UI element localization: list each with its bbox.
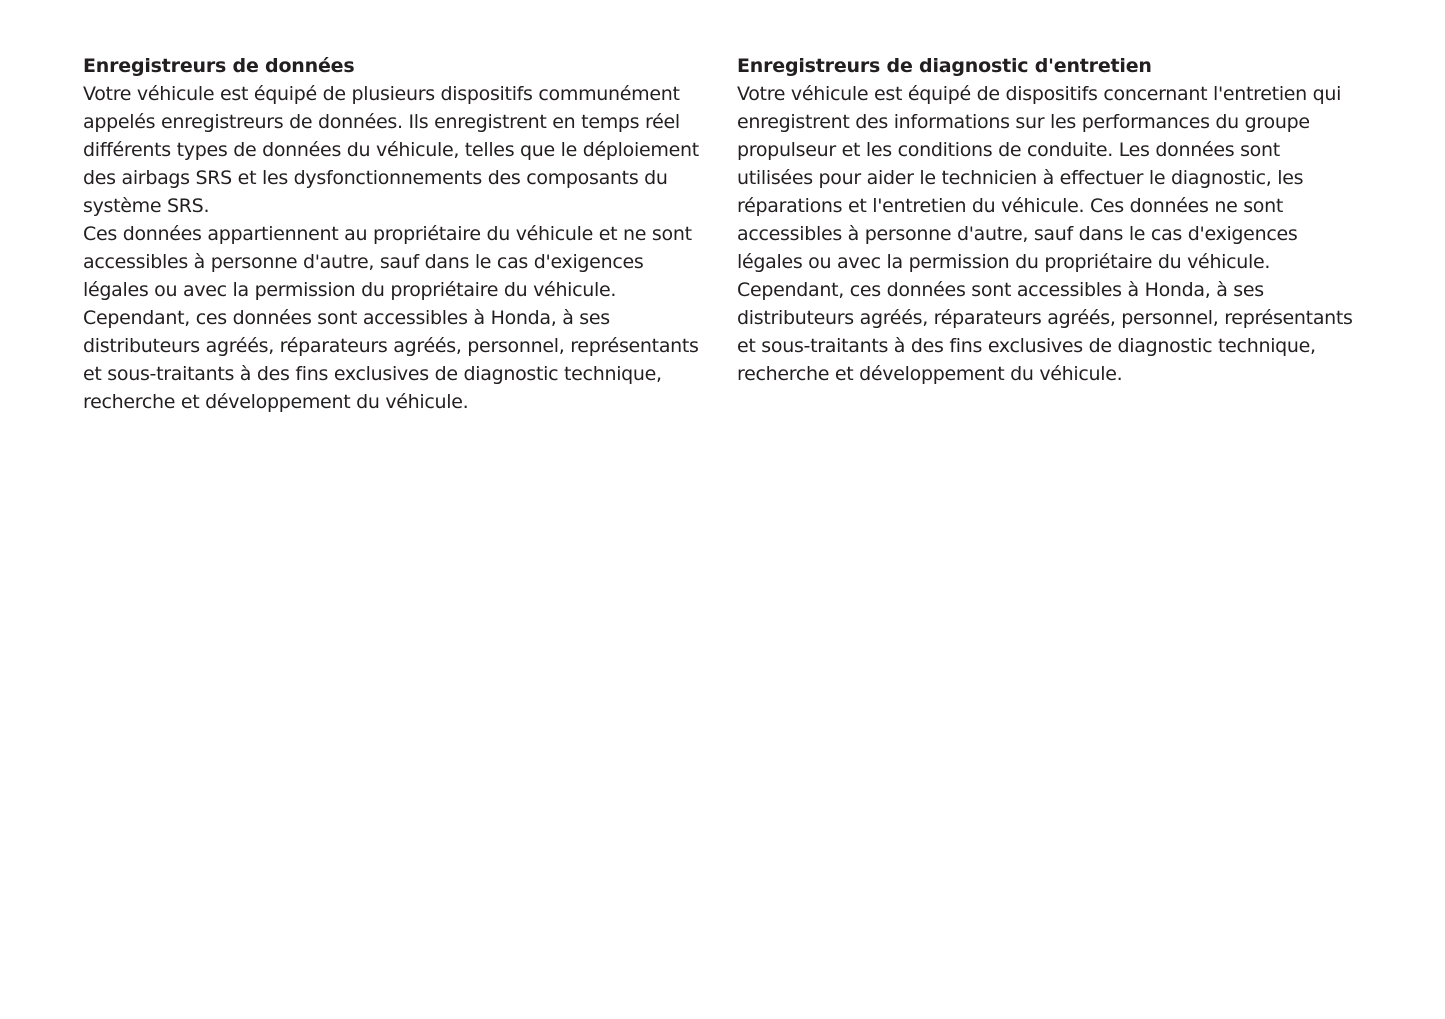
service-diagnostic-recorders-paragraph-2: Cependant, ces données sont accessibles à Honda, à ses distributeurs agréés, réparateurs agréés, personnel, représentants et sous-traitants à des fins exclusives de diagnostic technique, recherche et développement du véhicule.	[737, 279, 1353, 385]
data-recorders-heading: Enregistreurs de données	[83, 55, 355, 77]
service-diagnostic-recorders-paragraph-1: Votre véhicule est équipé de dispositifs concernant l'entretien qui enregistrent des informations sur les performances du groupe propulseur et les conditions de conduite. Les données sont utilisées pour aider le technicien à effectuer le diagnostic, les réparations et l'entretien du véhicule. Ces données ne sont accessibles à personne d'autre, sauf dans le cas d'exigences légales ou avec la permission du propriétaire du véhicule.	[737, 83, 1342, 273]
data-recorders-paragraph-2: Ces données appartiennent au propriétaire du véhicule et ne sont accessibles à personne d'autre, sauf dans le cas d'exigences légales ou avec la permission du propriétaire du véhicule.	[83, 223, 692, 301]
data-recorders-paragraph-1: Votre véhicule est équipé de plusieurs dispositifs communément appelés enregistreurs de données. Ils enregistrent en temps réel différents types de données du véhicule, telles que le déploiement des airbags SRS et les dysfonctionnements des composants du système SRS.	[83, 83, 699, 217]
service-diagnostic-recorders-section	[737, 52, 1359, 388]
service-diagnostic-recorders-heading: Enregistreurs de diagnostic d'entretien	[737, 55, 1152, 77]
data-recorders-paragraph-3: Cependant, ces données sont accessibles à Honda, à ses distributeurs agréés, réparateurs agréés, personnel, représentants et sous-traitants à des fins exclusives de diagnostic technique, recherche et développement du véhicule.	[83, 307, 699, 413]
data-recorders-section	[83, 52, 705, 416]
